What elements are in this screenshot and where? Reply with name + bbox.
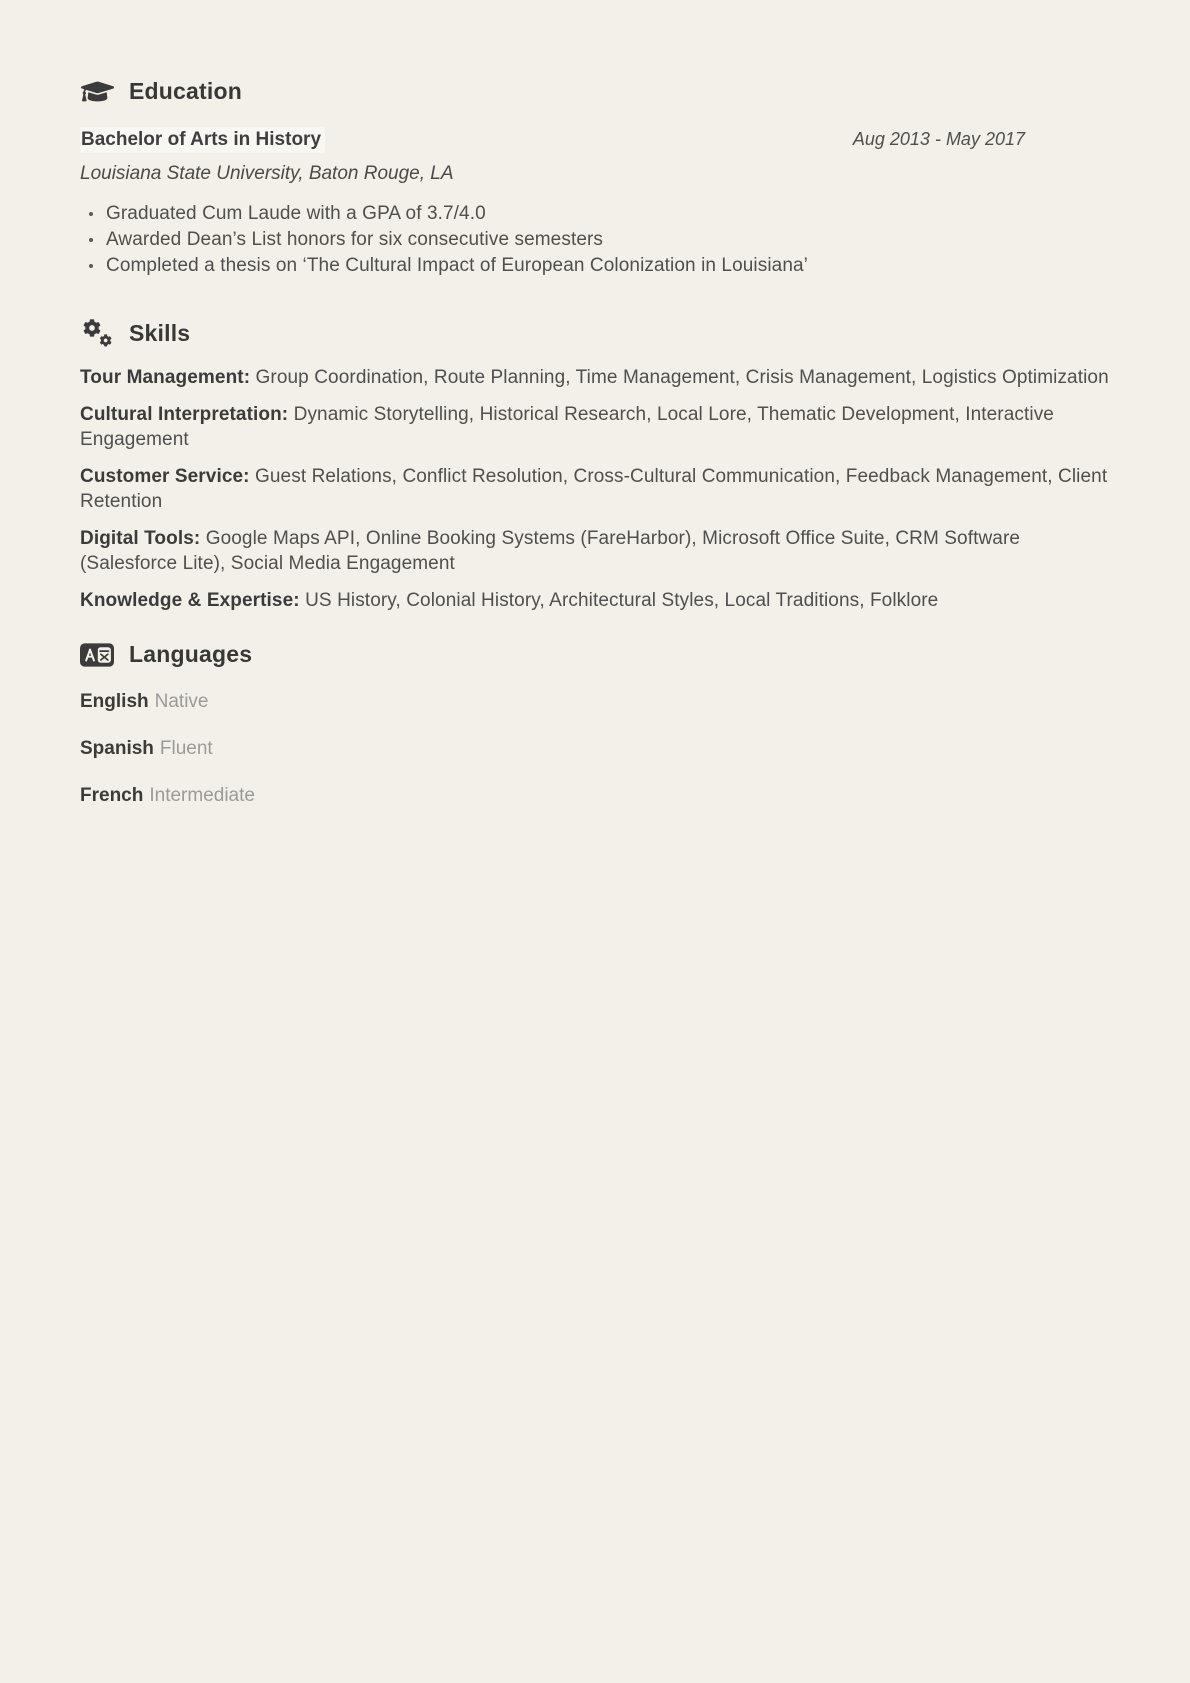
skill-item bbox=[80, 365, 1110, 391]
language-item bbox=[80, 690, 1110, 714]
languages-title: Languages bbox=[129, 641, 253, 667]
skill-category-label: Tour Management: bbox=[80, 367, 251, 388]
education-bullet: Graduated Cum Laude with a GPA of 3.7/4.0 bbox=[88, 201, 1110, 227]
skills-body bbox=[80, 365, 1110, 613]
education-dates: Aug 2013 - May 2017 bbox=[852, 129, 1025, 149]
skill-item bbox=[80, 588, 1110, 614]
language-level: Native bbox=[154, 691, 209, 712]
skill-values: Dynamic Storytelling, Historical Research, Local Lore, Thematic Development, Interactive Engagement bbox=[80, 403, 1054, 450]
language-name: Spanish bbox=[80, 738, 154, 759]
degree-title: Bachelor of Arts in History bbox=[80, 127, 325, 153]
education-bullet: Completed a thesis on ‘The Cultural Impact of European Colonization in Louisiana’ bbox=[88, 253, 1110, 279]
skill-category-label: Cultural Interpretation: bbox=[80, 403, 289, 425]
skill-values: Google Maps API, Online Booking Systems (FareHarbor), Microsoft Office Suite, CRM Software (Salesforce Lite), Social Media Engagement bbox=[80, 527, 1021, 574]
language-item bbox=[80, 737, 1110, 761]
skill-category-label: Digital Tools: bbox=[80, 527, 201, 549]
graduation-cap-icon bbox=[80, 78, 114, 105]
education-section bbox=[80, 78, 1110, 279]
education-bullet: Awarded Dean’s List honors for six consecutive semesters bbox=[88, 227, 1110, 253]
skill-category-label: Knowledge & Expertise: bbox=[80, 589, 300, 611]
languages-list bbox=[80, 690, 1110, 808]
skill-item bbox=[80, 402, 1110, 453]
education-entry bbox=[80, 127, 1110, 279]
languages-section bbox=[80, 641, 1110, 808]
education-header bbox=[80, 78, 1110, 105]
skill-values: Group Coordination, Route Planning, Time Management, Crisis Management, Logistics Optimization bbox=[255, 367, 1109, 388]
skills-section bbox=[80, 319, 1110, 613]
skills-title: Skills bbox=[129, 320, 191, 346]
languages-header bbox=[80, 641, 1110, 668]
skill-item bbox=[80, 464, 1110, 515]
language-level: Fluent bbox=[159, 738, 213, 759]
gears-icon bbox=[80, 319, 114, 348]
skill-category-label: Customer Service: bbox=[80, 465, 250, 487]
school-name: Louisiana State University, Baton Rouge, LA bbox=[80, 163, 454, 184]
education-title: Education bbox=[129, 78, 242, 104]
translate-icon bbox=[80, 642, 114, 668]
skills-header bbox=[80, 319, 1110, 348]
skill-item bbox=[80, 526, 1110, 577]
skill-values: US History, Colonial History, Architectural Styles, Local Traditions, Folklore bbox=[305, 589, 939, 611]
education-entry-row bbox=[80, 127, 1110, 153]
language-name: French bbox=[80, 785, 144, 806]
language-item bbox=[80, 784, 1110, 808]
education-bullet-list bbox=[80, 201, 1110, 279]
skill-values: Guest Relations, Conflict Resolution, Cross-Cultural Communication, Feedback Management, Client Retention bbox=[80, 465, 1108, 512]
language-name: English bbox=[80, 691, 149, 712]
language-level: Intermediate bbox=[149, 785, 255, 806]
